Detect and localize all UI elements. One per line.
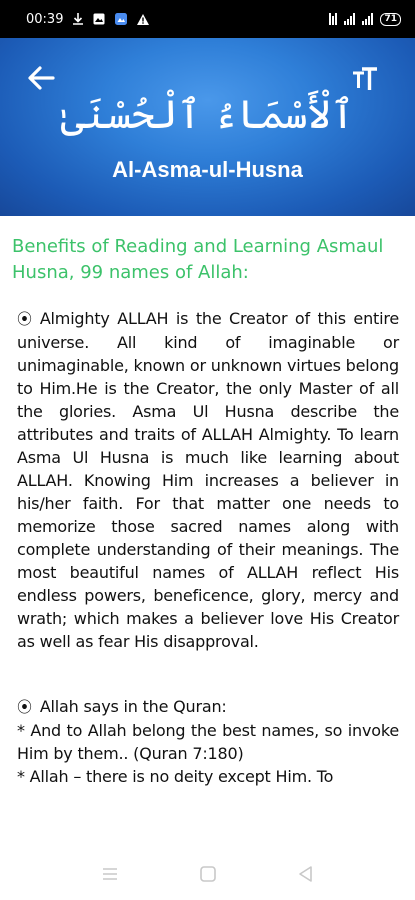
arabic-calligraphy-title: ٱلْأَسْمَاءُ ٱلْحُسْنَىٰ bbox=[60, 92, 355, 138]
quran-quote-2: * Allah – there is no deity except Him. To bbox=[17, 767, 334, 786]
vibrate-signal-icon bbox=[329, 13, 337, 25]
bullet-icon: ⦿ bbox=[17, 310, 32, 328]
menu-icon[interactable] bbox=[100, 865, 120, 883]
bullet-icon: ⦿ bbox=[17, 698, 32, 716]
signal-icon-2 bbox=[362, 13, 373, 25]
back-triangle-icon[interactable] bbox=[296, 865, 316, 883]
app-header bbox=[0, 38, 415, 216]
benefits-paragraph bbox=[17, 307, 399, 653]
status-time: 00:39 bbox=[26, 11, 64, 27]
benefits-paragraph-text: Almighty ALLAH is the Creator of this entire universe. All kind of imaginable or unimaginable, known or unknown virtues belong to Him.He is the Creator, the only Master of all the glories. Asma Ul Husna describe the attributes and traits of ALLAH Almighty. To learn Asma Ul Husna is much like learning about ALLAH. Knowing Him increases a believer in his/her faith. For that matter one needs to memorize those sacred names along with complete understanding of their meanings. The most beautiful names of ALLAH reflect His endless powers, beneficence, glory, mercy and wrath; which makes a believer love His Creator as well as fear His disapproval. bbox=[17, 309, 399, 651]
system-navigation-bar bbox=[0, 845, 415, 900]
warning-icon bbox=[137, 14, 149, 25]
text-size-icon[interactable] bbox=[352, 66, 378, 92]
section-heading: Benefits of Reading and Learning Asmaul Husna, 99 names of Allah: bbox=[12, 236, 384, 283]
home-square-icon[interactable] bbox=[198, 865, 218, 883]
app-notification-icon bbox=[115, 13, 127, 25]
signal-icon-1 bbox=[344, 13, 355, 25]
back-arrow-icon[interactable] bbox=[26, 64, 56, 92]
status-bar bbox=[0, 0, 415, 38]
quran-intro-text: Allah says in the Quran: bbox=[39, 697, 227, 716]
gallery-icon bbox=[93, 13, 105, 25]
battery-icon: 71 bbox=[380, 13, 401, 26]
app-title: Al-Asma-ul-Husna bbox=[112, 157, 303, 182]
quran-quote-1: * And to Allah belong the best names, so invoke Him by them.. (Quran 7:180) bbox=[17, 721, 399, 763]
quran-intro-line bbox=[17, 695, 399, 719]
download-icon bbox=[73, 13, 83, 25]
quran-paragraph bbox=[17, 695, 399, 786]
